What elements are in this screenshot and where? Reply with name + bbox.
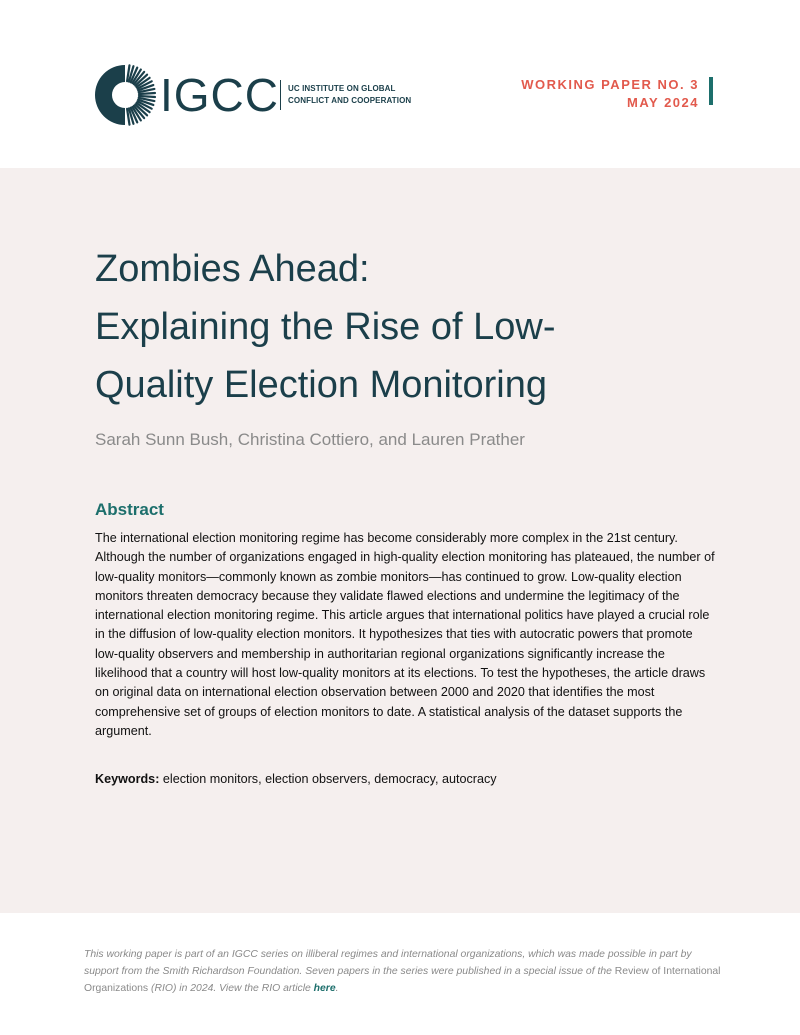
keywords [95,772,715,786]
abstract-heading: Abstract [95,500,164,519]
igcc-logo [92,62,412,128]
footer-note [84,946,724,997]
page-title [95,240,715,414]
footer-text-2: (RIO) in 2024. View the RIO article [148,983,314,994]
igcc-sunburst-icon [92,62,156,128]
logo-subtitle-line2: CONFLICT AND COOPERATION [288,96,412,105]
title-line-2: Explaining the Rise of Low- [95,306,556,348]
paper-number: WORKING PAPER NO. 3 [521,77,699,92]
keywords-label: Keywords: [95,772,160,786]
logo-subtitle-line1: UC INSTITUTE ON GLOBAL [288,84,396,93]
logo-text: IGCC [160,69,279,121]
footer-journal: Review of International Organizations [84,966,721,994]
title-line-3: Quality Election Monitoring [95,364,547,406]
footer-text-3: . [335,983,339,994]
authors: Sarah Sunn Bush, Christina Cottiero, and Lauren Prather [95,430,525,449]
accent-bar [709,77,713,105]
abstract-body: The international election monitoring regime has become considerably more complex in the 21st century. Although the number of organizations engaged in high-quality election monitoring has plateaued, the number of low-quality monitors—commonly known as zombie monitors—has continued to grow. Low-quality election monitors threaten democracy because they validate flawed elections and undermine the legitimacy of the international election monitoring regime. This article argues that international politics have played a crucial role in the diffusion of low-quality election monitors. It hypothesizes that ties with autocratic powers that promote low-quality observers and membership in authoritarian regional organizations significantly increase the likelihood that a country will host low-quality monitors at its elections. To test the hypotheses, the article draws on original data on international election observation between 2000 and 2020 that identifies the most comprehensive set of groups of election monitors to date. A statistical analysis of the dataset supports the argument. [95,531,715,738]
logo-subtitle [288,83,411,107]
working-paper-label [521,76,699,112]
rio-article-link[interactable]: here [313,983,336,994]
title-line-1: Zombies Ahead: [95,248,370,290]
keywords-value: election monitors, election observers, democracy, autocracy [159,772,497,786]
page-header [0,0,800,168]
footer-text-1: This working paper is part of an IGCC series on illiberal regimes and international organizations, which was made possible in part by support from the Smith Richardson Foundation. Seven papers in the series were published in a special issue of the [84,949,692,977]
logo-divider [280,80,281,110]
paper-date: MAY 2024 [627,95,699,110]
